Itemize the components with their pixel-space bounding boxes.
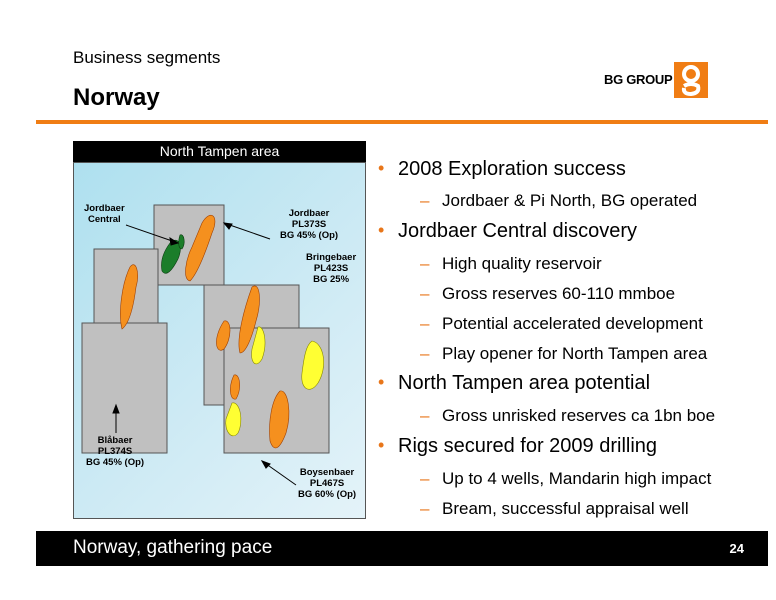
label-jordbaer-central <box>84 203 125 225</box>
footer-bar <box>36 531 768 566</box>
label-bringebaer <box>306 252 356 285</box>
page-title: Norway <box>73 84 160 111</box>
sub-bullet-text: Gross reserves 60-110 mmboe <box>442 284 676 303</box>
bullet-text: Rigs secured for 2009 drilling <box>398 435 658 457</box>
bullet-dot: • <box>378 220 385 240</box>
label-line: PL374S <box>97 446 133 457</box>
jordbaer-central-field <box>179 235 184 249</box>
label-line: Boysenbaer <box>299 467 355 478</box>
label-line: BG 45% (Op) <box>86 457 145 468</box>
sub-bullet-text: Jordbaer & Pi North, BG operated <box>442 191 698 210</box>
label-line: BG 25% <box>313 274 350 285</box>
label-line: BG 45% (Op) <box>280 230 339 241</box>
label-line: BG 60% (Op) <box>298 489 357 500</box>
sub-bullet-text: Potential accelerated development <box>442 314 703 333</box>
subtitle: Business segments <box>73 48 221 67</box>
sub-bullet-text: Bream, successful appraisal well <box>442 499 689 518</box>
sub-bullet-dash: – <box>420 254 430 273</box>
label-boysenbaer <box>298 467 356 500</box>
sub-bullet-text: Play opener for North Tampen area <box>442 344 708 363</box>
bullet-text: North Tampen area potential <box>398 372 651 394</box>
bg-group-logo <box>604 62 708 98</box>
map-title: North Tampen area <box>73 141 366 162</box>
sub-bullet-dash: – <box>420 314 430 333</box>
pointer-arrow <box>262 461 270 468</box>
sub-bullet-dash: – <box>420 469 430 488</box>
label-line: PL423S <box>313 263 349 274</box>
label-line: Bringebaer <box>306 252 357 263</box>
sub-bullet-text: Up to 4 wells, Mandarin high impact <box>442 469 712 488</box>
sub-bullet-dash: – <box>420 344 430 363</box>
sub-bullet-text: Gross unrisked reserves ca 1bn boe <box>442 406 716 425</box>
bullet-text: Jordbaer Central discovery <box>398 220 637 242</box>
label-line: Jordbaer <box>84 203 125 214</box>
bg-logo-icon <box>674 62 708 98</box>
label-line: PL467S <box>309 478 345 489</box>
label-line: Blåbaer <box>97 435 133 446</box>
bullet-dot: • <box>378 372 385 392</box>
north-tampen-map <box>73 141 366 518</box>
sub-bullet-dash: – <box>420 191 430 210</box>
label-line: PL373S <box>291 219 327 230</box>
label-blabaer <box>86 435 144 468</box>
label-line: Jordbaer <box>288 208 330 219</box>
page-number: 24 <box>729 541 744 556</box>
logo-text: BG GROUP <box>604 72 673 87</box>
label-line: Central <box>87 214 121 225</box>
sub-bullet-text: High quality reservoir <box>442 254 602 273</box>
bullet-text: 2008 Exploration success <box>398 158 626 180</box>
bullet-dot: • <box>378 158 385 178</box>
licence-block <box>82 323 167 453</box>
header-rule <box>36 120 768 124</box>
sub-bullet-dash: – <box>420 499 430 518</box>
label-jordbaer-pl373s <box>280 208 338 241</box>
sub-bullet-dash: – <box>420 406 430 425</box>
bullet-dot: • <box>378 435 385 455</box>
pointer-arrow <box>224 223 232 229</box>
map-body <box>73 162 366 519</box>
sub-bullet-dash: – <box>420 284 430 303</box>
footer-text: Norway, gathering pace <box>73 537 273 558</box>
